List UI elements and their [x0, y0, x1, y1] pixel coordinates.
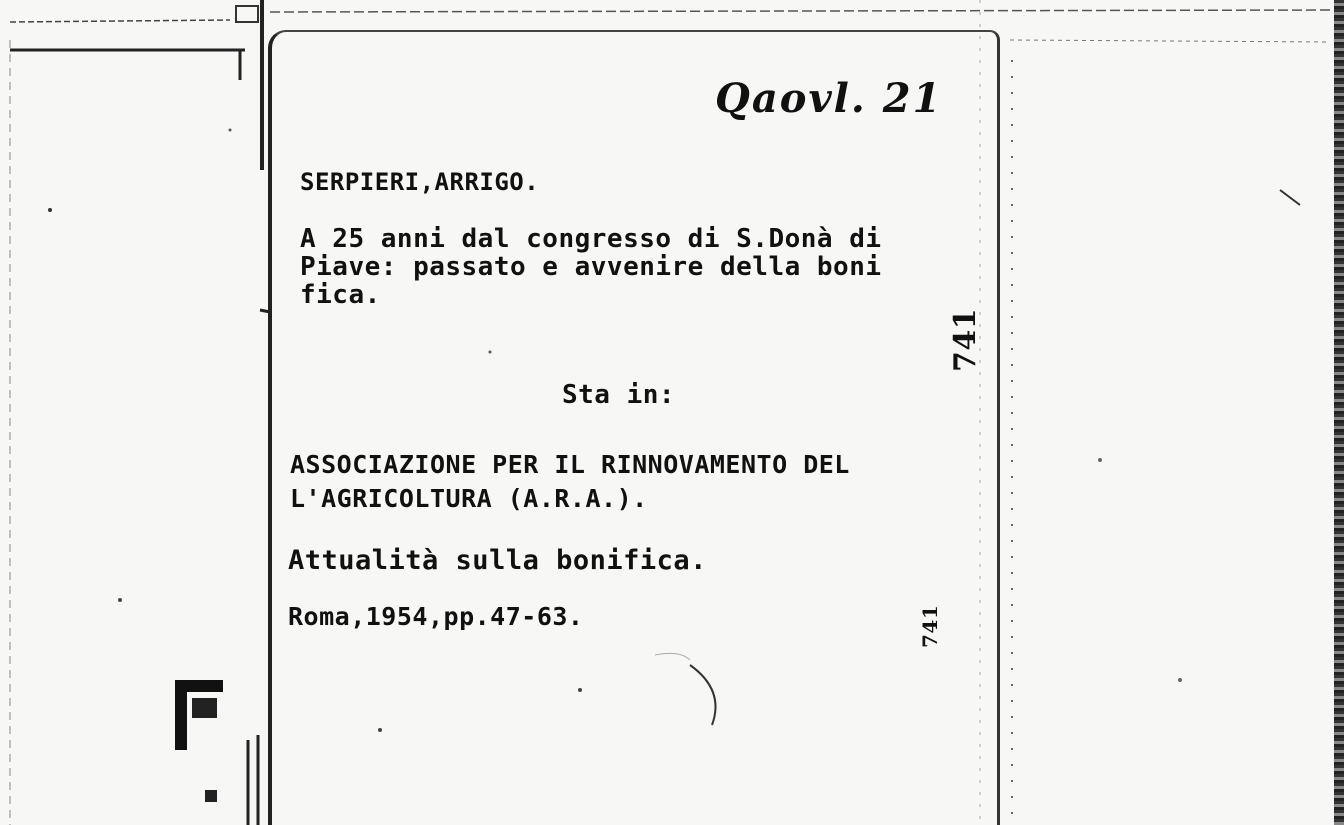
author-heading: SERPIERI,ARRIGO. — [300, 168, 540, 196]
call-number: Qaovl. 21 — [715, 75, 943, 122]
stamp-number-upper: 741 — [948, 307, 983, 372]
article-title-line-3: fica. — [300, 280, 381, 310]
in-label: Sta in: — [562, 380, 676, 410]
host-title: Attualità sulla bonifica. — [288, 545, 707, 576]
article-title-line-1: A 25 anni dal congresso di S.Donà di — [300, 224, 882, 254]
host-author-line-2: L'AGRICOLTURA (A.R.A.). — [290, 484, 648, 513]
scan-edge — [1334, 0, 1344, 825]
stamp-number-lower: 741 — [918, 604, 942, 648]
catalog-card — [268, 30, 1000, 825]
imprint: Roma,1954,pp.47-63. — [288, 602, 584, 631]
host-author — [290, 448, 850, 516]
article-title-line-2: Piave: passato e avvenire della boni — [300, 252, 882, 282]
article-title — [300, 225, 882, 309]
host-author-line-1: ASSOCIAZIONE PER IL RINNOVAMENTO DEL — [290, 450, 850, 479]
